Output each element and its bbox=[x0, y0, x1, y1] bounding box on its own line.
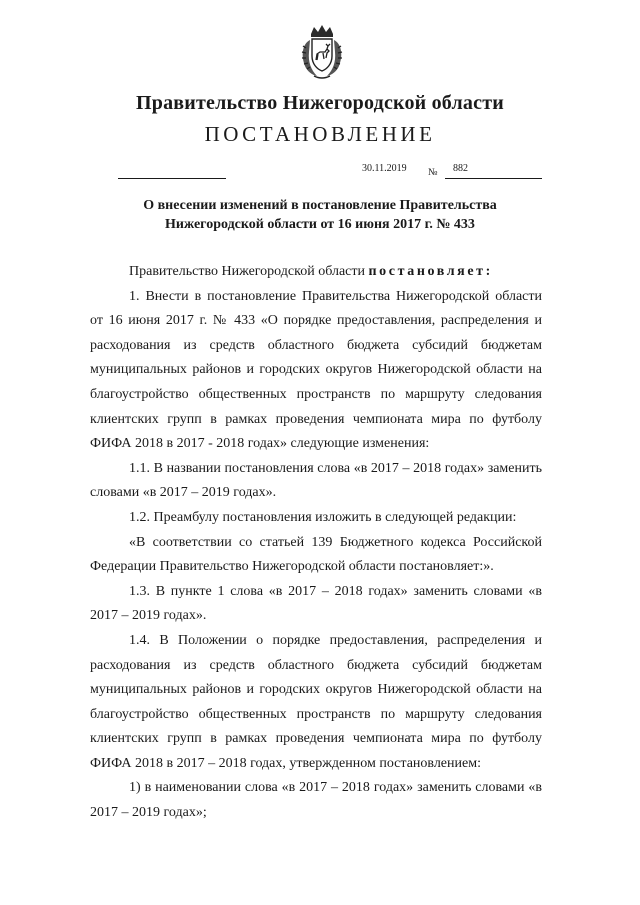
paragraph-1-4-1: 1) в наименовании слова «в 2017 – 2018 годах» заменить словами «в 2017 – 2019 годах»; bbox=[90, 780, 542, 821]
paragraph-1-2: 1.2. Преамбулу постановления изложить в следующей редакции: bbox=[129, 509, 517, 525]
paragraph-1-1: 1.1. В названии постановления слова «в 2017 – 2018 годах» заменить словами «в 2017 – 2019 годах». bbox=[90, 460, 542, 501]
intro-verb: постановляет: bbox=[368, 264, 493, 279]
paragraph-1-4: 1.4. В Положении о порядке предоставления, распределения и расходования из средств областного бюджета субсидий бюджетам муниципальных районов и городских округов Нижегородской области на благоустройство общественных пространств по маршруту следования клиентских групп в рамках проведения чемпионата мира по футболу ФИФА 2018 в 2017 – 2018 годах, утвержденном постановлением: bbox=[90, 632, 542, 771]
paragraph-1-2-quote: «В соответствии со статьей 139 Бюджетного кодекса Российской Федерации Правительство Нижегородской области постановляет:». bbox=[90, 534, 542, 575]
intro-paragraph bbox=[90, 260, 542, 285]
document-subject bbox=[0, 196, 640, 234]
signature-line-left bbox=[118, 178, 226, 179]
document-number: 882 bbox=[453, 163, 468, 174]
paragraph-1-3: 1.3. В пункте 1 слова «в 2017 – 2018 годах» заменить словами «в 2017 – 2019 годах». bbox=[90, 583, 542, 624]
number-underline bbox=[445, 178, 542, 179]
subject-line-1: О внесении изменений в постановление Правительства bbox=[143, 198, 497, 213]
subject-line-2: Нижегородской области от 16 июня 2017 г. № 433 bbox=[165, 217, 475, 232]
intro-text: Правительство Нижегородской области bbox=[129, 264, 365, 279]
document-body bbox=[90, 260, 542, 826]
document-date: 30.11.2019 bbox=[362, 163, 407, 174]
document-type: ПОСТАНОВЛЕНИЕ bbox=[204, 122, 436, 146]
government-name: Правительство Нижегородской области bbox=[136, 92, 504, 114]
paragraph-1: 1. Внести в постановление Правительства Нижегородской области от 16 июня 2017 г. № 433 «О порядке предоставления, распределения и расходования из средств областного бюджета субсидий бюджетам муниципальных районов и городских округов Нижегородской области на благоустройство общественных пространств по маршруту следования клиентских групп в рамках проведения чемпионата мира по футболу ФИФА 2018 в 2017 - 2018 годах» следующие изменения: bbox=[90, 288, 542, 452]
number-label: № bbox=[428, 167, 438, 178]
coat-of-arms-icon bbox=[299, 22, 345, 80]
